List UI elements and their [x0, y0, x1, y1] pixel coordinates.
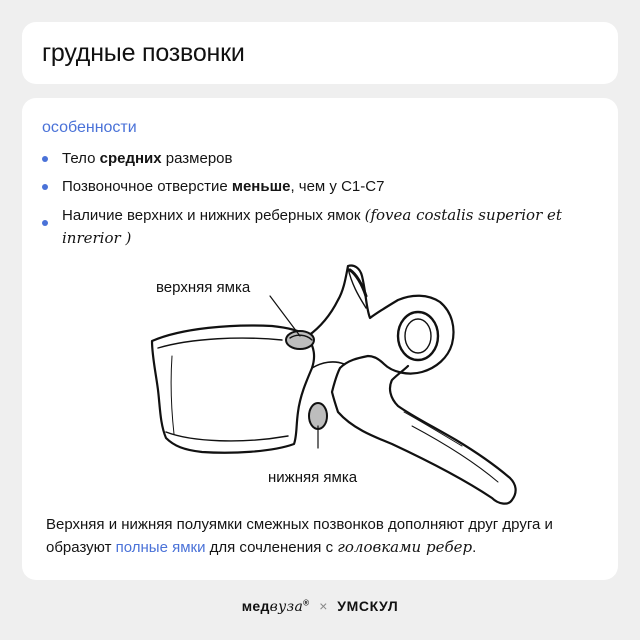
list-item: Позвоночное отверстие меньше, чем у С1-С7 — [42, 176, 602, 198]
list-item: Тело средних размеров — [42, 148, 602, 170]
footer — [0, 598, 640, 615]
summary-text: Верхняя и нижняя полуямки смежных позвонков дополняют друг друга и образуют полные ямки для сочленения с головками ребер. — [46, 516, 553, 556]
bullet-icon — [42, 220, 48, 226]
label-superior-facet: верхняя ямка — [156, 279, 251, 296]
content-card — [22, 98, 618, 580]
superior-costal-facet — [286, 331, 314, 349]
vertebral-arch — [308, 265, 516, 503]
bullet-icon — [42, 156, 48, 162]
title-card — [22, 22, 618, 84]
features-list — [42, 148, 602, 256]
brand-logo-umskul: УМСКУЛ — [337, 598, 399, 614]
inferior-costal-facet — [309, 403, 327, 429]
highlight-text: полные ямки — [115, 539, 206, 556]
label-inferior-facet: нижняя ямка — [268, 469, 358, 486]
separator-icon: × — [319, 598, 328, 614]
bullet-icon — [42, 184, 48, 190]
brand-logo-medvuza: медвуза® — [241, 598, 310, 615]
list-item: Наличие верхних и нижних реберных ямок (fovea costalis superior et inrerior ) — [42, 204, 602, 250]
vertebra-illustration — [122, 256, 542, 506]
page-title: грудные позвонки — [42, 39, 245, 67]
section-label: особенности — [42, 119, 137, 136]
